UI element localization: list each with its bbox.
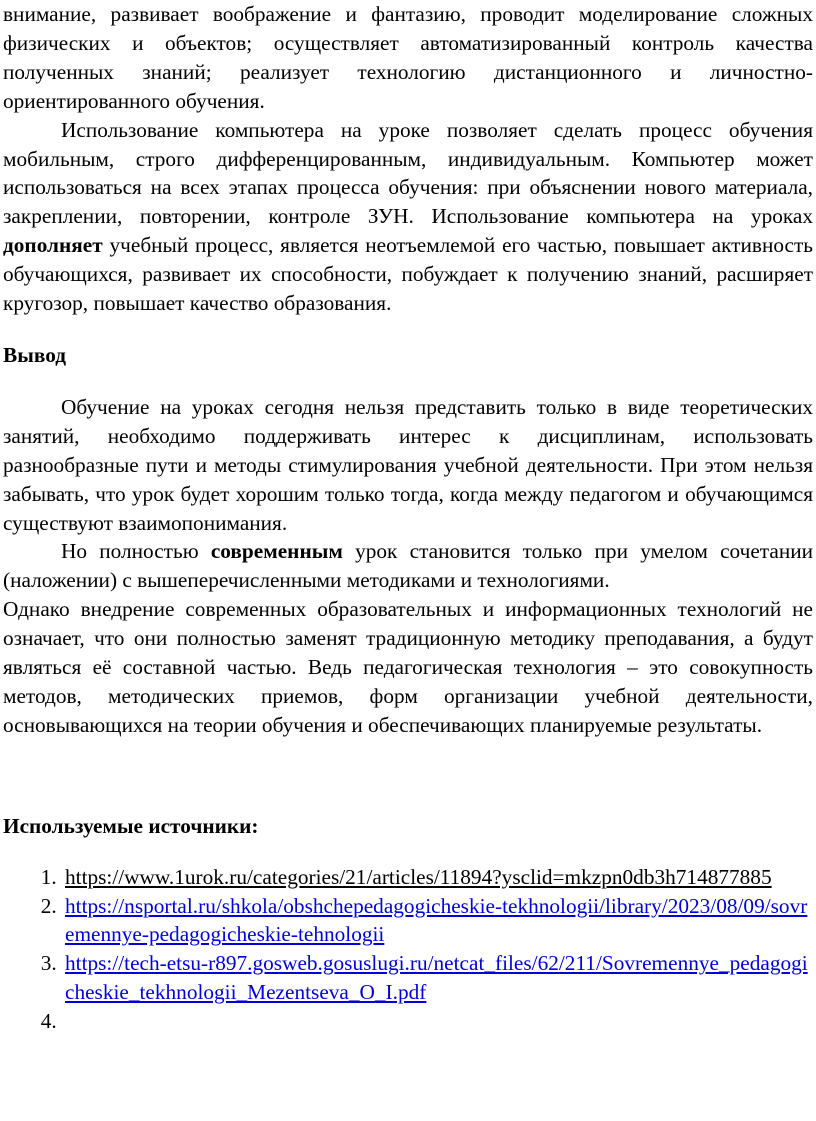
- sources-heading: Используемые источники:: [3, 813, 259, 838]
- source-link-2[interactable]: https://nsportal.ru/shkola/obshchepedagogicheskie-tekhnologii/library/2023/08/09/sovremennye-pedagogicheskie-tehnologii: [65, 893, 808, 947]
- source-item: [62, 892, 813, 950]
- paragraph-1: внимание, развивает воображение и фантазию, проводит моделирование сложных физических и объектов; осуществляет автоматизированный контроль качества полученных знаний; реализует технологию дистанционного и личностно-ориентированного обучения.: [3, 2, 813, 113]
- source-link-1[interactable]: https://www.1urok.ru/categories/21/articles/11894?ysclid=mkzpn0db3h714877885: [65, 864, 772, 889]
- source-item: [62, 949, 813, 1007]
- paragraph-5: Однако внедрение современных образовательных и информационных технологий не означает, что они полностью заменят традиционную методику преподавания, а будут являться её составной частью. Ведь педагогическая технология – это совокупность методов, методических приемов, форм организации учебной деятельности, основывающихся на теории обучения и обеспечивающих планируемые результаты.: [3, 597, 813, 737]
- paragraph-4-bold: современным: [210, 539, 343, 564]
- paragraph-4-text-b: урок становится только при умелом сочетании (наложении) с вышеперечисленными методиками и технологиями.: [3, 539, 814, 593]
- source-item: [62, 1007, 813, 1036]
- paragraph-2-bold: дополняет: [3, 233, 103, 258]
- paragraph-2-text-a: Использование компьютера на уроке позволяет сделать процесс обучения мобильным, строго дифференцированным, индивидуальным. Компьютер может использоваться на всех этапах процесса обучения: при объяснении нового материала, закреплении, повторении, контроле ЗУН. Использование компьютера на уроках: [3, 117, 813, 229]
- paragraph-2-text-b: учебный процесс, является неотъемлемой его частью, повышает активность обучающихся, развивает их способности, побуждает к получению знаний, расширяет кругозор, повышает качество образования.: [3, 233, 813, 316]
- paragraph-4: [3, 537, 813, 595]
- paragraph-4-text-a: Но полностью: [61, 539, 211, 564]
- source-link-3[interactable]: https://tech-etsu-r897.gosweb.gosuslugi.ru/netcat_files/62/211/Sovremennye_pedagogicheskie_tekhnologii_Mezentseva_O_I.pdf: [65, 951, 808, 1005]
- source-item: [62, 863, 813, 892]
- paragraph-3: Обучение на уроках сегодня нельзя представить только в виде теоретических занятий, необходимо поддерживать интерес к дисциплинам, использовать разнообразные пути и методы стимулирования учебной деятельности. При этом нельзя забывать, что урок будет хорошим только тогда, когда между педагогом и обучающимся существуют взаимопонимания.: [3, 394, 813, 535]
- paragraph-2: [3, 116, 813, 318]
- conclusion-heading: Вывод: [3, 342, 66, 367]
- sources-list: [3, 863, 813, 1036]
